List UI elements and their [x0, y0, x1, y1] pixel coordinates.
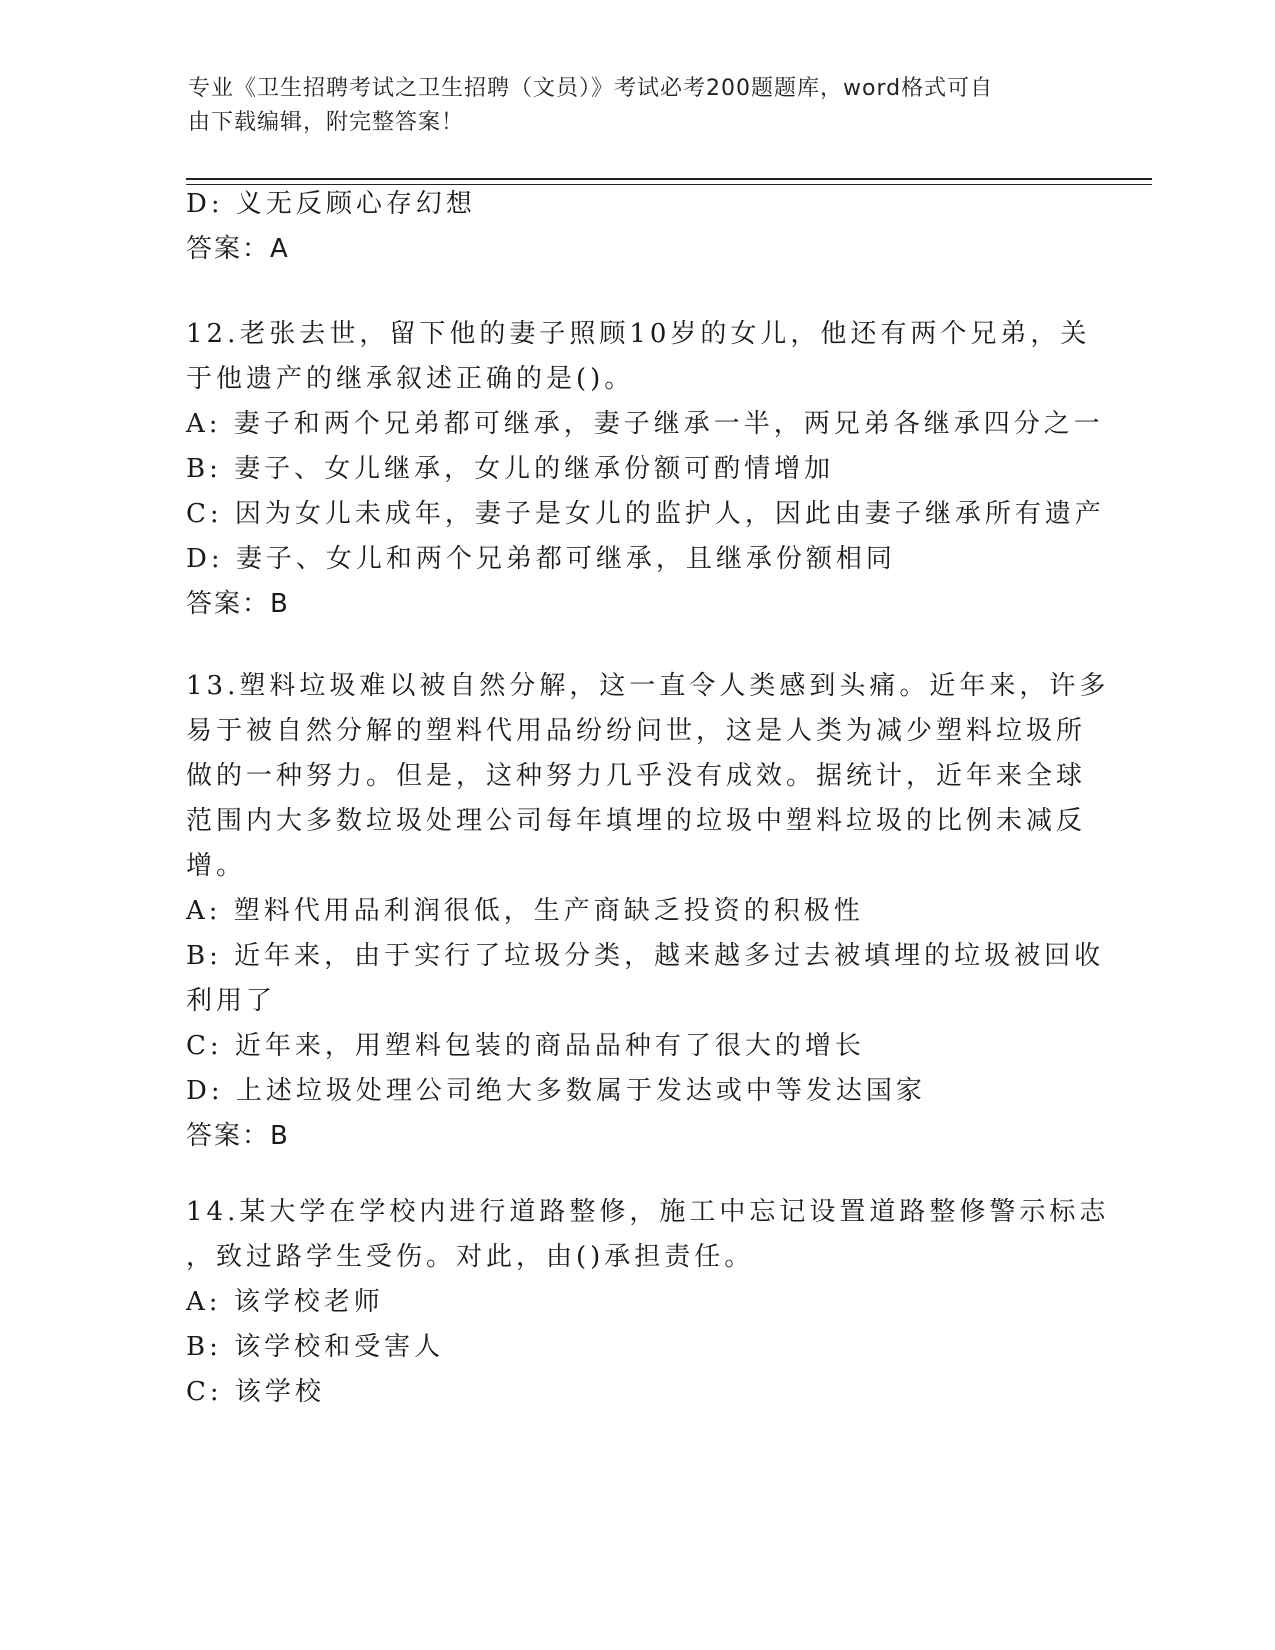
q13-option-b-line-1: B: 近年来，由于实行了垃圾分类，越来越多过去被填埋的垃圾被回收 — [186, 941, 1105, 971]
q14-option-b: B: 该学校和受害人 — [186, 1332, 445, 1362]
q13-option-a: A: 塑料代用品利润很低，生产商缺乏投资的积极性 — [186, 896, 864, 926]
q11-option-d: D: 义无反顾心存幻想 — [186, 189, 476, 219]
q14-option-c: C: 该学校 — [186, 1377, 325, 1407]
q12-stem-line-1: 12.老张去世，留下他的妻子照顾10岁的女儿，他还有两个兄弟，关 — [186, 319, 1091, 349]
q13-option-d: D: 上述垃圾处理公司绝大多数属于发达或中等发达国家 — [186, 1076, 926, 1106]
question-12 — [186, 312, 1105, 627]
q12-option-b: B: 妻子、女儿继承，女儿的继承份额可酌情增加 — [186, 454, 835, 484]
q13-answer: 答案：B — [186, 1121, 290, 1151]
header-divider-thick — [186, 178, 1152, 180]
q13-stem-line-2: 易于被自然分解的塑料代用品纷纷问世，这是人类为减少塑料垃圾所 — [186, 716, 1087, 746]
q12-answer: 答案：B — [186, 589, 290, 619]
document-header — [188, 72, 1058, 140]
header-line-1: 专业《卫生招聘考试之卫生招聘（文员）》考试必考200题题库，word格式可自 — [188, 76, 994, 101]
q14-stem-line-1: 14.某大学在学校内进行道路整修，施工中忘记设置道路整修警示标志 — [186, 1197, 1110, 1227]
q12-option-a: A: 妻子和两个兄弟都可继承，妻子继承一半，两兄弟各继承四分之一 — [186, 409, 1104, 439]
question-13 — [186, 664, 1110, 1159]
q13-stem-line-5: 增。 — [186, 851, 247, 881]
q14-option-a: A: 该学校老师 — [186, 1287, 384, 1317]
q14-stem-line-2: ，致过路学生受伤。对此，由()承担责任。 — [186, 1242, 755, 1272]
q12-option-d: D: 妻子、女儿和两个兄弟都可继承，且继承份额相同 — [186, 544, 896, 574]
header-line-2: 由下载编辑，附完整答案！ — [188, 110, 465, 135]
question-11-tail — [186, 182, 1086, 272]
q12-stem-line-2: 于他遗产的继承叙述正确的是()。 — [186, 364, 635, 394]
question-14 — [186, 1190, 1110, 1415]
q13-option-c: C: 近年来，用塑料包装的商品品种有了很大的增长 — [186, 1031, 865, 1061]
q12-option-c: C: 因为女儿未成年，妻子是女儿的监护人，因此由妻子继承所有遗产 — [186, 499, 1105, 529]
q13-stem-line-1: 13.塑料垃圾难以被自然分解，这一直令人类感到头痛。近年来，许多 — [186, 671, 1110, 701]
q11-answer: 答案：A — [186, 234, 290, 264]
q13-stem-line-3: 做的一种努力。但是，这种努力几乎没有成效。据统计，近年来全球 — [186, 761, 1087, 791]
q13-option-b-line-2: 利用了 — [186, 986, 277, 1016]
q13-stem-line-4: 范围内大多数垃圾处理公司每年填埋的垃圾中塑料垃圾的比例未减反 — [186, 806, 1087, 836]
